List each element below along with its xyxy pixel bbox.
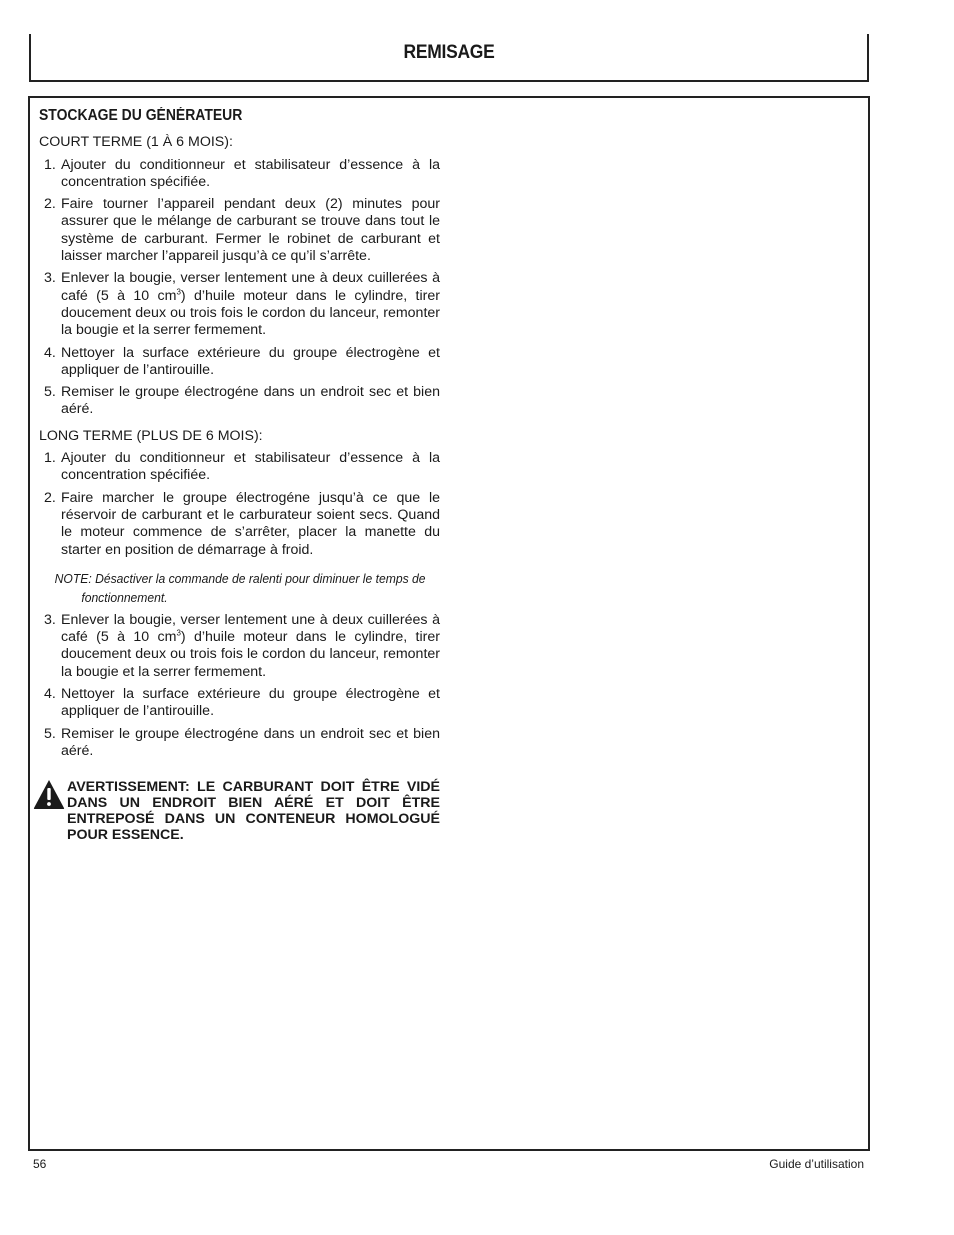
list-item: 5. Remiser le groupe électrogéne dans un endroit sec et bien aéré. [44,725,440,759]
list-item: 3. Enlever la bougie, verser lentement une à deux cuillerées à café (5 à 10 $cm^3$) d’huile moteur dans le cylindre, tirer doucement deux ou trois fois le cordon du lanceur, remonter la bougie et la serrer fermement. [44,611,440,680]
warning-triangle-icon [33,779,65,810]
list-item: 5. Remiser le groupe électrogéne dans un endroit sec et bien aéré. [44,384,440,418]
long-term-heading: LONG TERME (PLUS DE 6 MOIS): [39,427,263,444]
footer-doc-title: Guide d’utilisation [769,1157,864,1171]
short-term-heading: COURT TERME (1 À 6 MOIS): [39,134,233,151]
note: NOTE: Désactiver la commande de ralenti pour diminuer le temps de fonctionnement. [54,570,426,605]
warning-text: AVERTISSEMENT: LE CARBURANT DOIT ÊTRE VIDÉ DANS UN ENDROIT BIEN AÉRÉ ET DOIT ÊTRE ENTREPOSÉ DANS UN CONTENEUR HOMOLOGUÉ POUR ESSENCE. [67,779,440,844]
storage-column [39,107,440,843]
list-item: 1. Ajouter du conditionneur et stabilisateur d’essence à la concentration spécifiée. [44,156,440,190]
list-item: 2. Faire tourner l’appareil pendant deux (2) minutes pour assurer que le mélange de carburant se trouve dans tout le système de carburant. Fermer le robinet de carburant et laisser marcher l’appareil jusqu’à ce qu’il s’arrête. [44,196,440,265]
page-number: 56 [33,1157,47,1171]
page-title: REMISAGE [403,42,495,63]
page-header [29,34,869,82]
long-term-list-b [39,612,440,760]
short-term-list [39,157,440,419]
long-term-list-a [39,450,440,559]
list-item: 4. Nettoyer la surface extérieure du groupe électrogène et appliquer de l’antirouille. [44,686,440,720]
list-item: 3. Enlever la bougie, verser lentement une à deux cuillerées à café (5 à 10 $cm^3$) d’huile moteur dans le cylindre, tirer doucement deux ou trois fois le cordon du lanceur, remonter la bougie et la serrer fermement. [44,270,440,339]
list-item: 1. Ajouter du conditionneur et stabilisateur d’essence à la concentration spécifiée. [44,450,440,484]
warning-block [39,779,440,843]
section-heading: STOCKAGE DU GÉNÉRATEUR [39,107,243,124]
list-item: 4. Nettoyer la surface extérieure du groupe électrogène et appliquer de l’antirouille. [44,344,440,378]
list-item: 2. Faire marcher le groupe électrogéne jusqu’à ce que le réservoir de carburant et le carburateur soient secs. Quand le moteur commence de s’arrêter, placer la manette du starter en position de démarrage à froid. [44,489,440,558]
